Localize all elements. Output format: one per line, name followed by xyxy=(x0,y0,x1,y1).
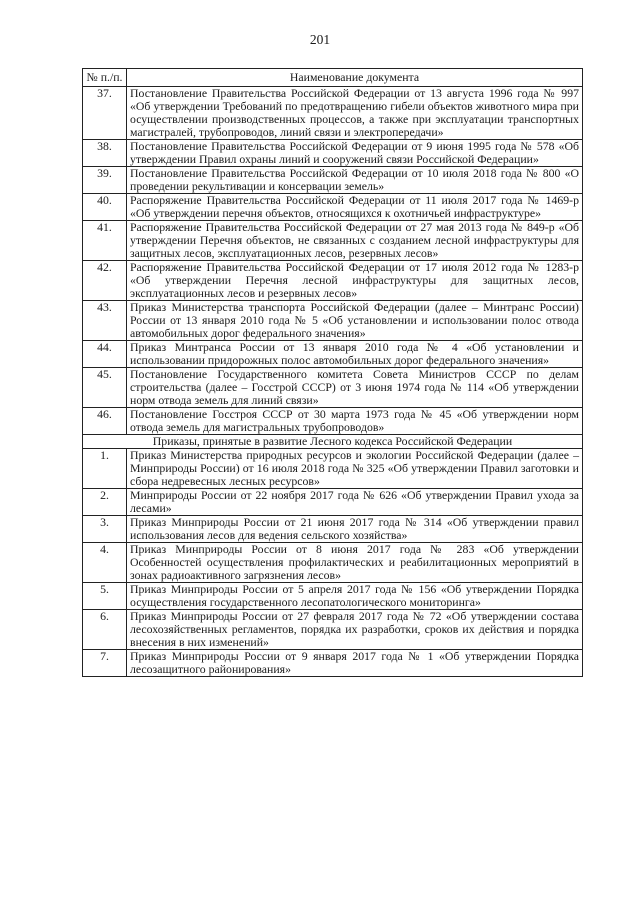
row-number: 44. xyxy=(83,341,127,368)
row-number: 37. xyxy=(83,87,127,140)
row-number: 2. xyxy=(83,489,127,516)
document-title: Приказ Минприроды России от 27 февраля 2017 года № 72 «Об утверждении состава лесохозяйственных регламентов, порядка их разработки, сроков их действия и порядка внесения в них изменений» xyxy=(127,610,583,650)
document-title: Приказ Министерства природных ресурсов и экологии Российской Федерации (далее – Минприроды России) от 16 июля 2018 года № 325 «Об утверждении Правил заготовки и сбора недревесных лесных ресурсов» xyxy=(127,449,583,489)
document-title: Распоряжение Правительства Российской Федерации от 11 июля 2017 года № 1469-р «Об утверждении перечня объектов, относящихся к охотничьей инфраструктуре» xyxy=(127,194,583,221)
table-body-section xyxy=(83,449,583,677)
document-title: Постановление Правительства Российской Федерации от 13 августа 1996 года № 997 «Об утверждении Требований по предотвращению гибели объектов животного мира при осуществлении производственных процессов, а также при эксплуатации транспортных магистралей, трубопроводов, линий связи и электропередачи» xyxy=(127,87,583,140)
row-number: 38. xyxy=(83,140,127,167)
row-number: 6. xyxy=(83,610,127,650)
table-row xyxy=(83,650,583,677)
table-row xyxy=(83,449,583,489)
table-body-main xyxy=(83,87,583,435)
row-number: 43. xyxy=(83,301,127,341)
row-number: 45. xyxy=(83,368,127,408)
page-number: 201 xyxy=(309,32,331,47)
document-title: Приказ Министерства транспорта Российской Федерации (далее – Минтранс России) России от 13 января 2010 года № 5 «Об установлении и использовании полос отвода автомобильных дорог федерального значения» xyxy=(127,301,583,341)
table-row xyxy=(83,408,583,435)
table-row xyxy=(83,516,583,543)
section-title: Приказы, принятые в развитие Лесного кодекса Российской Федерации xyxy=(83,435,583,449)
table-row xyxy=(83,87,583,140)
document-title: Приказ Минтранса России от 13 января 2010 года № 4 «Об установлении и использовании придорожных полос автомобильных дорог федерального значения» xyxy=(127,341,583,368)
row-number: 3. xyxy=(83,516,127,543)
document-title: Распоряжение Правительства Российской Федерации от 27 мая 2013 года № 849-р «Об утверждении Перечня объектов, не связанных с созданием лесной инфраструктуры для защитных лесов, эксплуатационных лесов, резервных лесов» xyxy=(127,221,583,261)
document-title: Постановление Правительства Российской Федерации от 10 июля 2018 года № 800 «О проведении рекультивации и консервации земель» xyxy=(127,167,583,194)
table-header-row xyxy=(83,69,583,87)
table-row xyxy=(83,261,583,301)
table-row xyxy=(83,341,583,368)
row-number: 42. xyxy=(83,261,127,301)
header-number: № п./п. xyxy=(83,69,127,87)
document-title: Постановление Госстроя СССР от 30 марта 1973 года № 45 «Об утверждении норм отвода земель для магистральных трубопроводов» xyxy=(127,408,583,435)
table-row xyxy=(83,301,583,341)
table-row xyxy=(83,489,583,516)
row-number: 40. xyxy=(83,194,127,221)
table-section xyxy=(83,435,583,449)
row-number: 39. xyxy=(83,167,127,194)
table-row xyxy=(83,167,583,194)
document-title: Приказ Минприроды России от 21 июня 2017 года № 314 «Об утверждении правил использования лесов для ведения сельского хозяйства» xyxy=(127,516,583,543)
documents-table xyxy=(82,68,583,677)
document-title: Приказ Минприроды России от 8 июня 2017 года № 283 «Об утверждении Особенностей осуществления профилактических и реабилитационных мероприятий в зонах радиоактивного загрязнения лесов» xyxy=(127,543,583,583)
document-title: Постановление Правительства Российской Федерации от 9 июня 1995 года № 578 «Об утверждении Правил охраны линий и сооружений связи Российской Федерации» xyxy=(127,140,583,167)
table-row xyxy=(83,221,583,261)
row-number: 41. xyxy=(83,221,127,261)
row-number: 4. xyxy=(83,543,127,583)
row-number: 46. xyxy=(83,408,127,435)
document-title: Распоряжение Правительства Российской Федерации от 17 июля 2012 года № 1283-р «Об утверждении Перечня лесной инфраструктуры для защитных лесов, эксплуатационных лесов и резервных лесов» xyxy=(127,261,583,301)
table-row xyxy=(83,194,583,221)
document-title: Постановление Государственного комитета Совета Министров СССР по делам строительства (далее – Госстрой СССР) от 3 июня 1974 года № 114 «Об утверждении норм отвода земель для линий связи» xyxy=(127,368,583,408)
header-document-name: Наименование документа xyxy=(127,69,583,87)
document-title: Минприроды России от 22 ноября 2017 года № 626 «Об утверждении Правил ухода за лесами» xyxy=(127,489,583,516)
table-row xyxy=(83,140,583,167)
row-number: 5. xyxy=(83,583,127,610)
table-row xyxy=(83,543,583,583)
document-title: Приказ Минприроды России от 9 января 2017 года № 1 «Об утверждении Порядка лесозащитного районирования» xyxy=(127,650,583,677)
row-number: 7. xyxy=(83,650,127,677)
table-row xyxy=(83,583,583,610)
document-title: Приказ Минприроды России от 5 апреля 2017 года № 156 «Об утверждении Порядка осуществления государственного лесопатологического мониторинга» xyxy=(127,583,583,610)
table-row xyxy=(83,610,583,650)
row-number: 1. xyxy=(83,449,127,489)
section-row xyxy=(83,435,583,449)
table-row xyxy=(83,368,583,408)
